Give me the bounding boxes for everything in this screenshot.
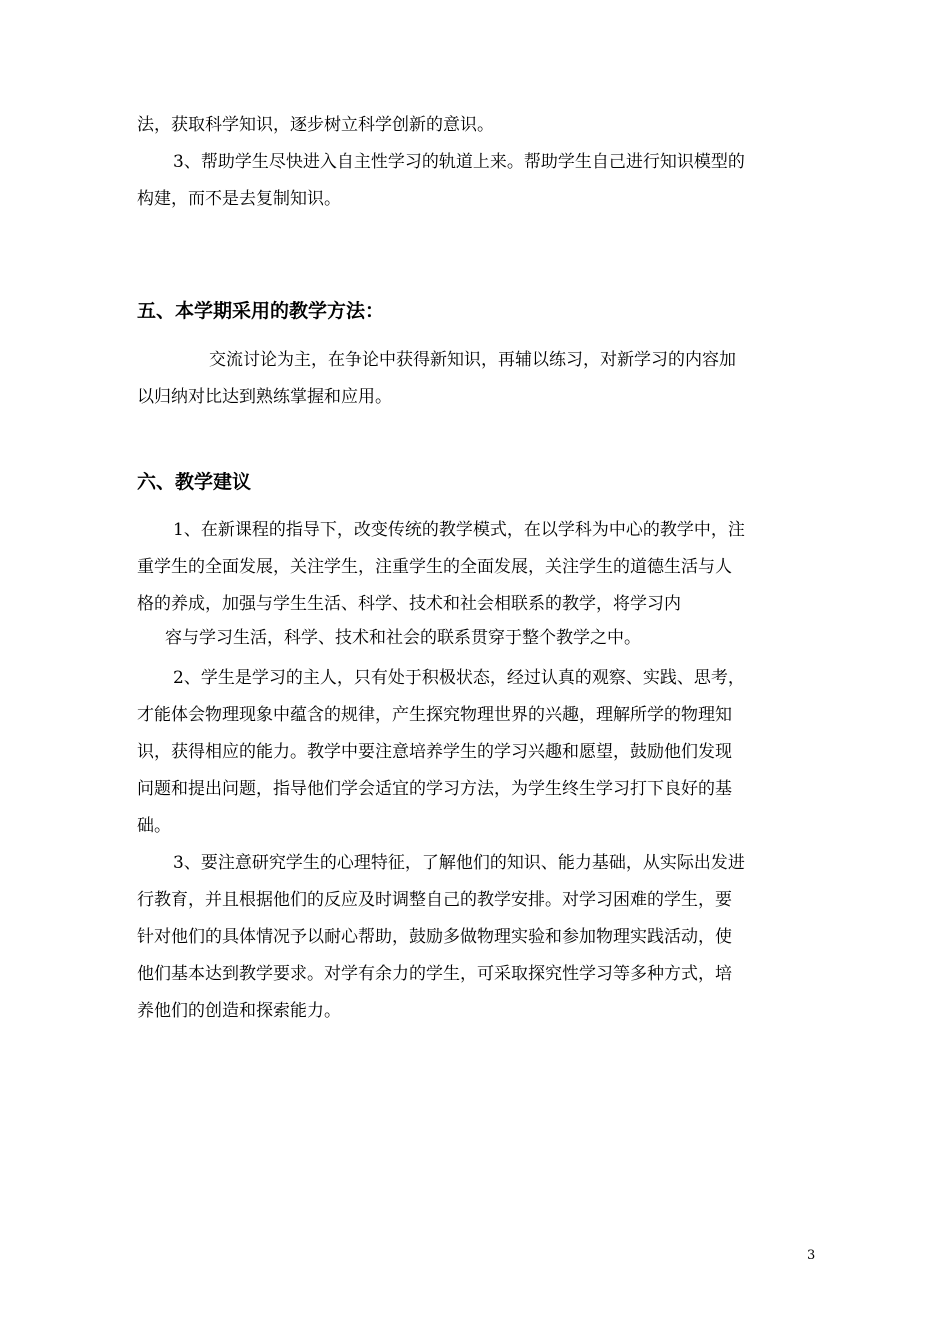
- paragraph-line: 3、要注意研究学生的心理特征，了解他们的知识、能力基础，从实际出发进: [173, 853, 745, 873]
- paragraph-line: 行教育，并且根据他们的反应及时调整自己的教学安排。对学习困难的学生，要: [137, 890, 732, 910]
- paragraph-line: 2、学生是学习的主人，只有处于积极状态，经过认真的观察、实践、思考，: [173, 668, 745, 688]
- paragraph-line: 容与学习生活，科学、技术和社会的联系贯穿于整个教学之中。: [165, 628, 641, 648]
- paragraph-line: 以归纳对比达到熟练掌握和应用。: [137, 387, 392, 407]
- paragraph-line: 养他们的创造和探索能力。: [137, 1001, 341, 1021]
- paragraph-line: 问题和提出问题，指导他们学会适宜的学习方法，为学生终生学习打下良好的基: [137, 779, 732, 799]
- paragraph-line: 他们基本达到教学要求。对学有余力的学生，可采取探究性学习等多种方式，培: [137, 964, 732, 984]
- paragraph-line: 3、帮助学生尽快进入自主性学习的轨道上来。帮助学生自己进行知识模型的: [173, 152, 745, 172]
- page-number: 3: [807, 1248, 816, 1263]
- paragraph-line: 构建，而不是去复制知识。: [137, 189, 341, 209]
- paragraph-line: 才能体会物理现象中蕴含的规律，产生探究物理世界的兴趣，理解所学的物理知: [137, 705, 732, 725]
- paragraph-line: 础。: [137, 816, 171, 836]
- paragraph-line: 法，获取科学知识，逐步树立科学创新的意识。: [137, 115, 494, 135]
- paragraph-line: 重学生的全面发展，关注学生，注重学生的全面发展，关注学生的道德生活与人: [137, 557, 732, 577]
- paragraph-line: 交流讨论为主，在争论中获得新知识，再辅以练习，对新学习的内容加: [209, 350, 736, 370]
- paragraph-line: 针对他们的具体情况予以耐心帮助，鼓励多做物理实验和参加物理实践活动，使: [137, 927, 732, 947]
- paragraph-line: 识，获得相应的能力。教学中要注意培养学生的学习兴趣和愿望，鼓励他们发现: [137, 742, 732, 762]
- section-heading-teaching-suggestions: 六、教学建议: [137, 471, 252, 493]
- paragraph-line: 格的养成，加强与学生生活、科学、技术和社会相联系的教学，将学习内: [137, 594, 681, 614]
- paragraph-line: 1、在新课程的指导下，改变传统的教学模式，在以学科为中心的教学中，注: [173, 520, 745, 540]
- section-heading-teaching-methods: 五、本学期采用的教学方法：: [137, 300, 385, 322]
